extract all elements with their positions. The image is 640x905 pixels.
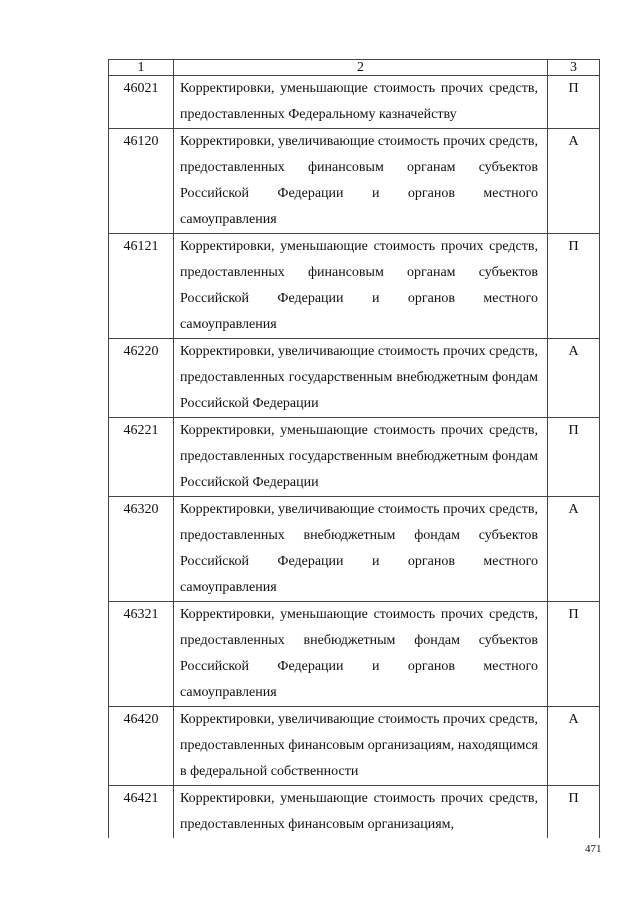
header-col-2: 2 — [174, 60, 548, 76]
table-row — [109, 707, 600, 786]
account-code: 46021 — [109, 76, 174, 129]
account-description: Корректировки, уменьшающие стоимость прочих средств, предоставленных финансовым организациям, — [174, 786, 548, 839]
table-row — [109, 418, 600, 497]
account-type: А — [548, 707, 600, 786]
table-row — [109, 497, 600, 602]
account-type: П — [548, 786, 600, 839]
account-description: Корректировки, уменьшающие стоимость прочих средств, предоставленных финансовым органам субъектов Российской Федерации и органов местного самоуправления — [174, 234, 548, 339]
account-description: Корректировки, увеличивающие стоимость прочих средств, предоставленных внебюджетным фондам субъектов Российской Федерации и органов местного самоуправления — [174, 497, 548, 602]
account-description: Корректировки, увеличивающие стоимость прочих средств, предоставленных государственным внебюджетным фондам Российской Федерации — [174, 339, 548, 418]
table-row — [109, 129, 600, 234]
account-type: П — [548, 602, 600, 707]
account-description: Корректировки, увеличивающие стоимость прочих средств, предоставленных финансовым органам субъектов Российской Федерации и органов местного самоуправления — [174, 129, 548, 234]
table-row — [109, 76, 600, 129]
table-row — [109, 339, 600, 418]
account-description: Корректировки, уменьшающие стоимость прочих средств, предоставленных государственным внебюджетным фондам Российской Федерации — [174, 418, 548, 497]
account-code: 46121 — [109, 234, 174, 339]
account-type: П — [548, 234, 600, 339]
account-type: А — [548, 497, 600, 602]
account-code: 46221 — [109, 418, 174, 497]
account-code: 46320 — [109, 497, 174, 602]
accounts-table — [108, 59, 600, 838]
table-row — [109, 602, 600, 707]
account-type: П — [548, 76, 600, 129]
account-type: П — [548, 418, 600, 497]
account-code: 46421 — [109, 786, 174, 839]
table-row — [109, 786, 600, 839]
account-description: Корректировки, уменьшающие стоимость прочих средств, предоставленных Федеральному казначейству — [174, 76, 548, 129]
account-code: 46420 — [109, 707, 174, 786]
table-row — [109, 234, 600, 339]
header-row — [109, 60, 600, 76]
page-number: 471 — [585, 843, 602, 855]
account-code: 46120 — [109, 129, 174, 234]
account-type: А — [548, 129, 600, 234]
header-col-1: 1 — [109, 60, 174, 76]
account-code: 46220 — [109, 339, 174, 418]
header-col-3: 3 — [548, 60, 600, 76]
account-type: А — [548, 339, 600, 418]
account-description: Корректировки, уменьшающие стоимость прочих средств, предоставленных внебюджетным фондам субъектов Российской Федерации и органов местного самоуправления — [174, 602, 548, 707]
account-code: 46321 — [109, 602, 174, 707]
account-description: Корректировки, увеличивающие стоимость прочих средств, предоставленных финансовым организациям, находящимся в федеральной собственности — [174, 707, 548, 786]
